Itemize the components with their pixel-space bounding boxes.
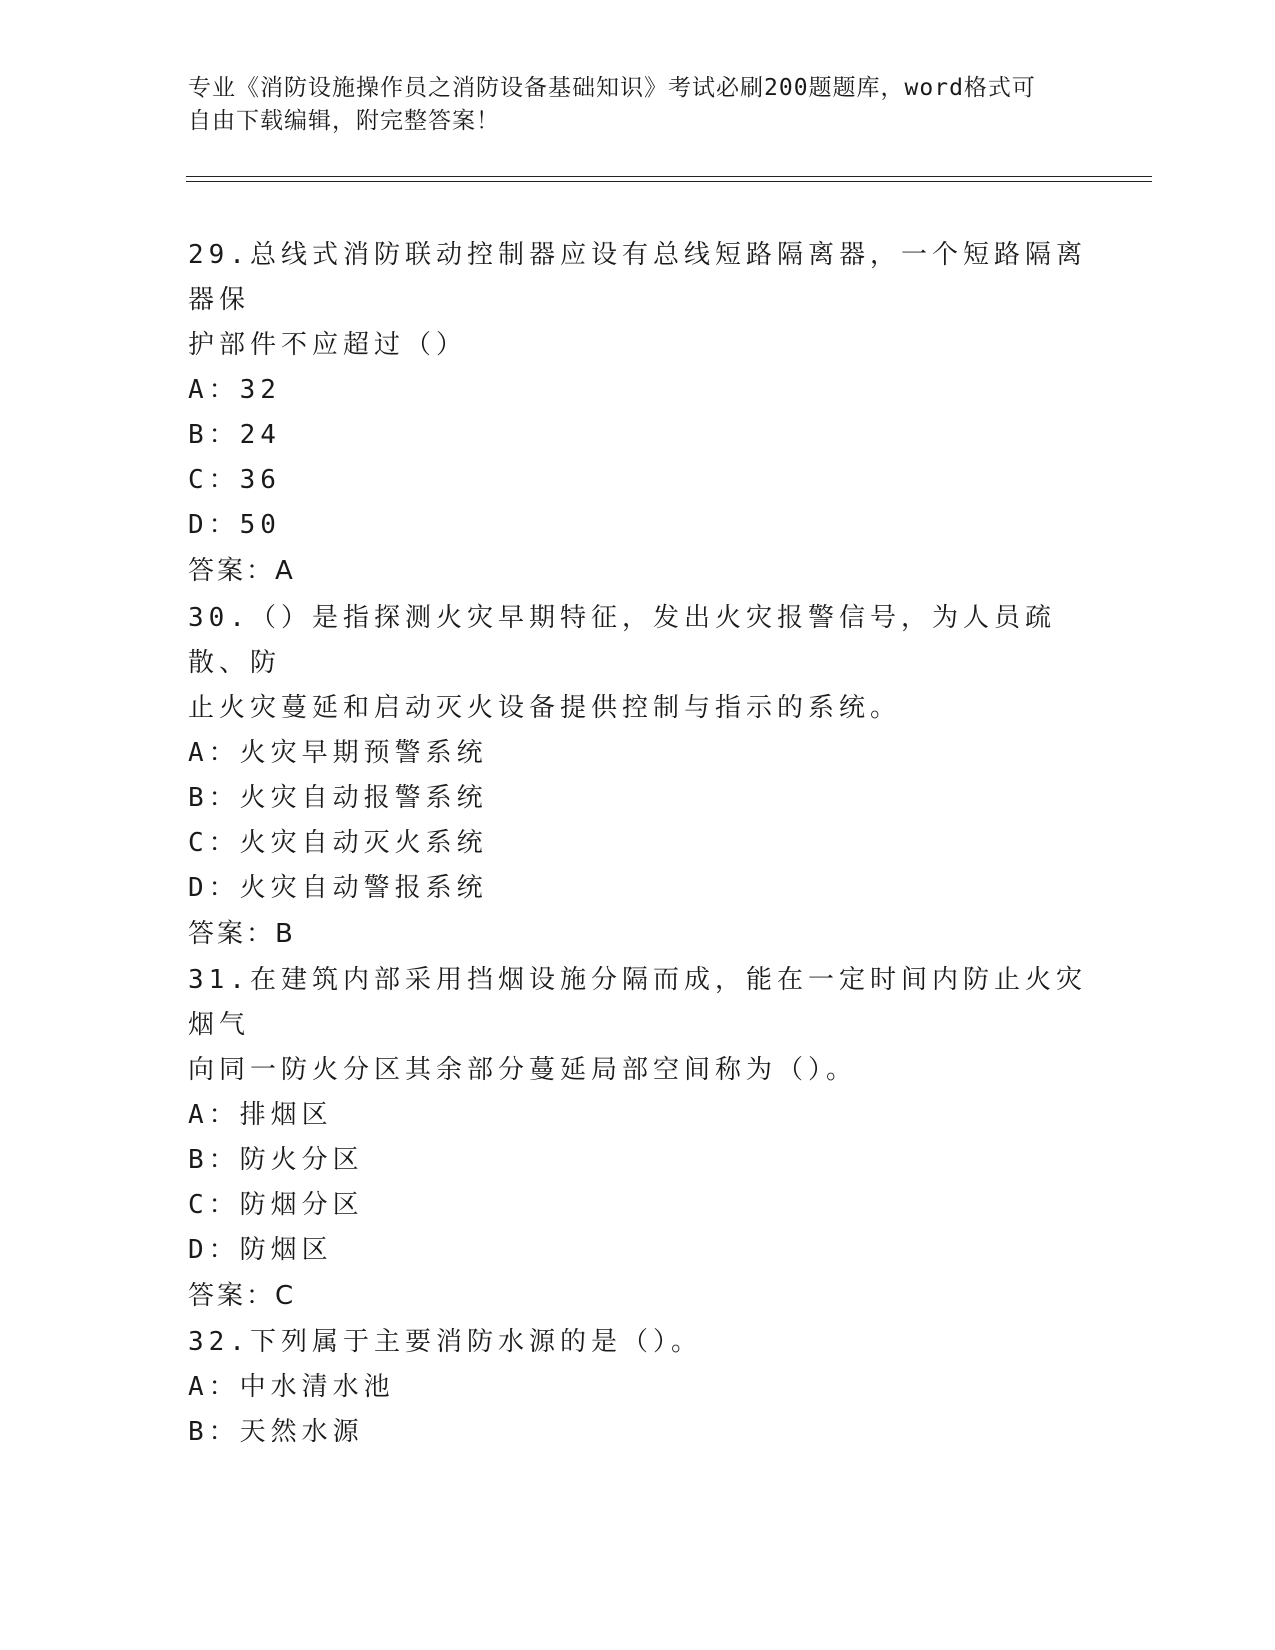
option-a: A：32 [188, 375, 281, 405]
question-stem-line: 止火灾蔓延和启动灭火设备提供控制与指示的系统。 [188, 693, 902, 723]
question-stem-line: 32.下列属于主要消防水源的是（）。 [188, 1327, 702, 1357]
option-a: A：中水清水池 [188, 1372, 395, 1402]
option-b: B：火灾自动报警系统 [188, 783, 488, 813]
header-line-2: 自由下载编辑，附完整答案！ [188, 108, 500, 134]
option-d: D：50 [188, 510, 281, 540]
answer-line: 答案：A [188, 556, 296, 586]
header-divider-bottom [186, 181, 1152, 182]
question-29 [188, 233, 1088, 594]
option-d: D：防烟区 [188, 1235, 333, 1265]
question-31 [188, 958, 1088, 1319]
option-b: B：天然水源 [188, 1417, 364, 1447]
question-stem-line: 31.在建筑内部采用挡烟设施分隔而成，能在一定时间内防止火灾烟气 [188, 965, 1087, 1040]
answer-line: 答案：C [188, 1281, 297, 1311]
question-30 [188, 596, 1088, 957]
document-header [188, 72, 1068, 138]
option-b: B：24 [188, 420, 281, 450]
option-a: A：排烟区 [188, 1100, 333, 1130]
option-d: D：火灾自动警报系统 [188, 873, 488, 903]
answer-line: 答案：B [188, 919, 296, 949]
option-b: B：防火分区 [188, 1145, 364, 1175]
question-stem-line: 30.（）是指探测火灾早期特征，发出火灾报警信号，为人员疏散、防 [188, 603, 1056, 678]
option-c: C：火灾自动灭火系统 [188, 828, 488, 858]
option-a: A：火灾早期预警系统 [188, 738, 488, 768]
option-c: C：36 [188, 465, 281, 495]
header-divider-top [186, 176, 1152, 177]
question-stem-line: 向同一防火分区其余部分蔓延局部空间称为（）。 [188, 1055, 858, 1085]
question-stem-line: 护部件不应超过（） [188, 330, 468, 360]
question-stem-line: 29.总线式消防联动控制器应设有总线短路隔离器，一个短路隔离器保 [188, 240, 1087, 315]
question-32 [188, 1320, 1088, 1455]
header-line-1: 专业《消防设施操作员之消防设备基础知识》考试必刷200题题库，word格式可 [188, 75, 1036, 101]
option-c: C：防烟分区 [188, 1190, 364, 1220]
